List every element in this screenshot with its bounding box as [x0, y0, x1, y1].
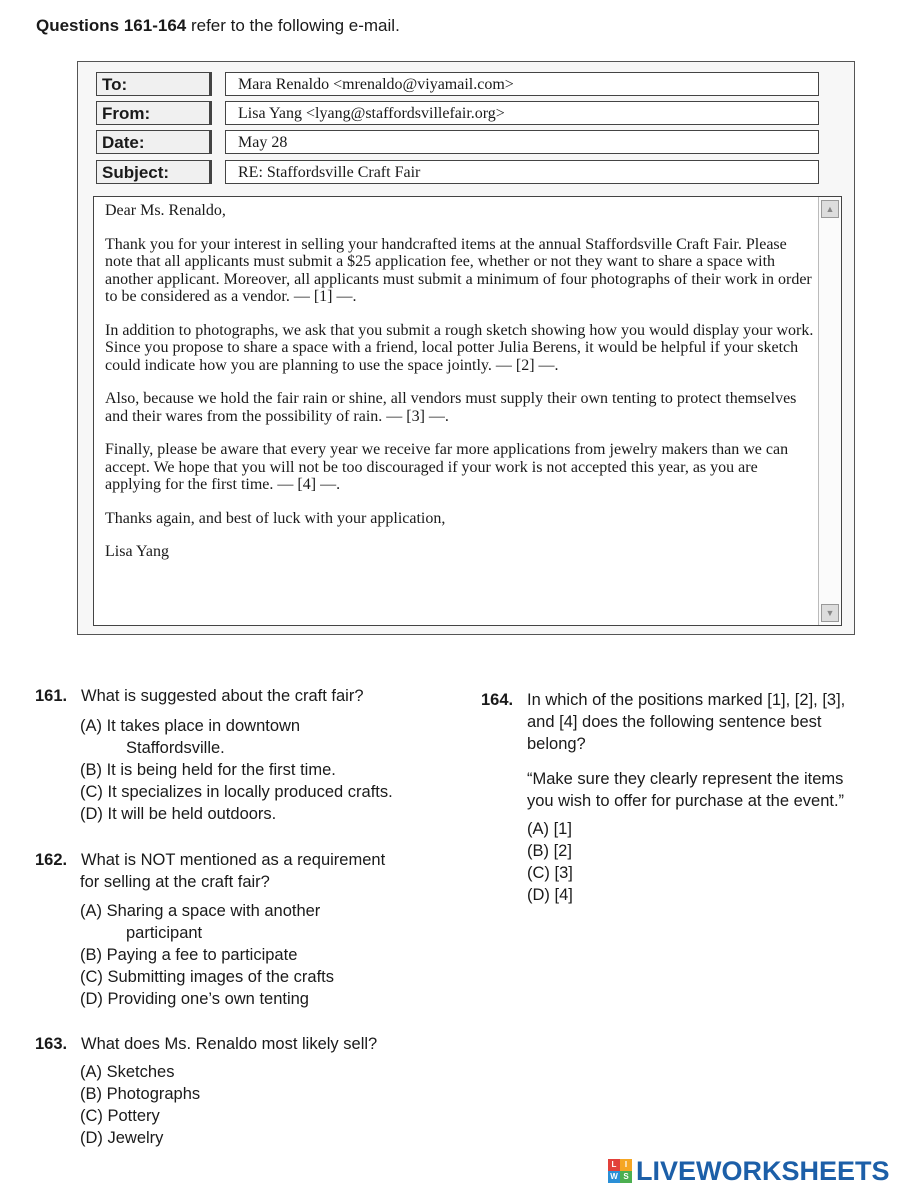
q164-option-c[interactable]: (C) [3] — [527, 864, 573, 882]
scroll-up-icon[interactable]: ▲ — [821, 200, 839, 218]
email-paragraph-3: Also, because we hold the fair rain or shine, all vendors must supply their own tenting to protect themselves and their wares from the possibility of rain. — [3] —. — [105, 390, 797, 425]
q162-option-d[interactable]: (D) Providing one’s own tenting — [80, 990, 309, 1008]
intro-rest: refer to the following e-mail. — [186, 16, 400, 35]
email-scrollbar[interactable] — [818, 197, 841, 625]
q163-option-d[interactable]: (D) Jewelry — [80, 1129, 164, 1147]
q164-option-d[interactable]: (D) [4] — [527, 886, 573, 904]
email-body — [93, 196, 842, 626]
email-closing: Thanks again, and best of luck with your application, — [105, 509, 446, 527]
question-stem: In which of the positions marked [1], [2], [3], — [527, 691, 846, 709]
email-paragraph-1: Thank you for your interest in selling your handcrafted items at the annual Staffordsville Craft Fair. Please note that all applicants must submit a $25 application fee, whether or not they want to share a space with another applicant. Moreover, all applicants must submit a minimum of four photographs of their work in order to be considered as a vendor. — [1] —. — [105, 235, 812, 305]
question-number: 164. — [481, 691, 514, 709]
q161-option-a-cont: Staffordsville. — [126, 739, 225, 757]
inserted-sentence-line-2: you wish to offer for purchase at the event.” — [527, 792, 845, 810]
q163-option-b[interactable]: (B) Photographs — [80, 1085, 201, 1103]
inserted-sentence-line-1: “Make sure they clearly represent the items — [527, 770, 844, 788]
to-field: Mara Renaldo <mrenaldo@viyamail.com> — [225, 72, 819, 96]
liveworksheets-brand[interactable] — [608, 1156, 890, 1186]
q161-option-d[interactable]: (D) It will be held outdoors. — [80, 805, 277, 823]
q164-option-a[interactable]: (A) [1] — [527, 820, 572, 838]
date-field: May 28 — [225, 130, 819, 154]
q161-option-b[interactable]: (B) It is being held for the first time. — [80, 761, 336, 779]
question-stem-cont: and [4] does the following sentence best — [527, 713, 822, 731]
email-signature: Lisa Yang — [105, 543, 170, 560]
question-number: 163. — [35, 1035, 68, 1053]
to-label: To: — [96, 72, 212, 96]
question-stem: What is suggested about the craft fair? — [81, 687, 364, 705]
q161-option-a[interactable]: (A) It takes place in downtown — [80, 717, 301, 735]
question-stem-cont: for selling at the craft fair? — [80, 873, 270, 891]
email-body-text — [105, 202, 817, 577]
passage-intro — [36, 16, 400, 36]
liveworksheets-logo-icon: L I W S — [608, 1159, 632, 1183]
brand-name: LIVEWORKSHEETS — [636, 1155, 890, 1186]
question-range: Questions 161-164 — [36, 16, 187, 35]
q164-option-b[interactable]: (B) [2] — [527, 842, 572, 860]
q163-option-c[interactable]: (C) Pottery — [80, 1107, 160, 1125]
q161-option-c[interactable]: (C) It specializes in locally produced crafts. — [80, 783, 393, 801]
question-number: 162. — [35, 851, 68, 869]
question-stem: What does Ms. Renaldo most likely sell? — [81, 1035, 378, 1053]
email-paragraph-4: Finally, please be aware that every year we receive far more applications from jewelry makers than we can accept. We hope that you will not be too discouraged if your work is not accepted this year, as you are applying for the first time. — [4] —. — [105, 441, 789, 493]
q162-option-a-cont: participant — [126, 924, 203, 942]
email-paragraph-2: In addition to photographs, we ask that you submit a rough sketch showing how you would display your work. Since you propose to share a space with a friend, local potter Julia Berens, it would be helpful if your sketch could indicate how you are planning to use the space jointly. — [2] —. — [105, 321, 814, 374]
subject-field: RE: Staffordsville Craft Fair — [225, 160, 819, 184]
question-stem-cont-2: belong? — [527, 735, 586, 753]
subject-label: Subject: — [96, 160, 212, 184]
email-greeting: Dear Ms. Renaldo, — [105, 202, 226, 219]
q162-option-b[interactable]: (B) Paying a fee to participate — [80, 946, 298, 964]
date-label: Date: — [96, 130, 212, 154]
email-window — [77, 61, 855, 635]
scroll-down-icon[interactable]: ▼ — [821, 604, 839, 622]
q162-option-a[interactable]: (A) Sharing a space with another — [80, 902, 321, 920]
question-number: 161. — [35, 687, 68, 705]
question-stem: What is NOT mentioned as a requirement — [81, 851, 386, 869]
q162-option-c[interactable]: (C) Submitting images of the crafts — [80, 968, 335, 986]
from-field: Lisa Yang <lyang@staffordsvillefair.org> — [225, 101, 819, 125]
from-label: From: — [96, 101, 212, 125]
q163-option-a[interactable]: (A) Sketches — [80, 1063, 175, 1081]
